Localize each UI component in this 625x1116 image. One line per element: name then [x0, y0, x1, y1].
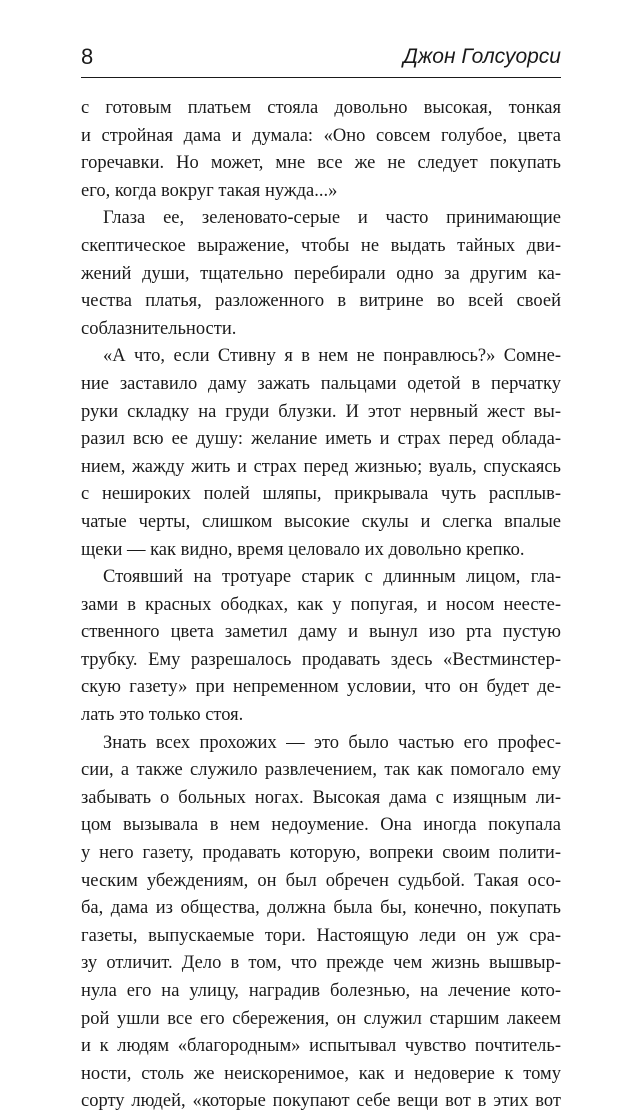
body-text [81, 95, 561, 1116]
text-line: чатые черты, слишком высокие скулы и слегка впалые [81, 511, 561, 532]
text-line: руки складку на груди блузки. И этот нервный жест вы- [81, 401, 561, 422]
header-rule [81, 77, 561, 78]
text-line: газеты, выпускаемые тори. Настоящую леди он уж сра- [81, 925, 561, 946]
text-line: нием, жажду жить и страх перед жизнью; вуаль, спускаясь [81, 456, 561, 477]
page-header [81, 44, 561, 78]
text-line: ственного цвета заметил даму и вынул изо рта пустую [81, 622, 561, 643]
text-line: скую газету» при непременном условии, что он будет де- [81, 677, 561, 698]
text-line: сии, а также служило развлечением, так как помогало ему [81, 760, 561, 781]
text-line: зами в красных ободках, как у попугая, и носом неесте- [81, 594, 561, 615]
text-line: сорту людей, «которые покупают себе вещи вот в этих вот [81, 1091, 561, 1112]
paragraph [81, 95, 561, 205]
text-line: и к людям «благородным» испытывал чувство почтитель- [81, 1036, 561, 1057]
text-line: забывать о больных ногах. Высокая дама с изящным ли- [81, 787, 561, 808]
paragraph [81, 564, 561, 730]
text-line: с готовым платьем стояла довольно высокая, тонкая [81, 98, 561, 118]
text-line: трубку. Ему разрешалось продавать здесь «Вестминстер- [81, 649, 561, 670]
text-line: с нешироких полей шляпы, прикрывала чуть расплыв- [81, 484, 561, 505]
text-line: чества платья, разложенного в витрине во всей своей [81, 291, 561, 312]
text-line: Стоявший на тротуаре старик с длинным лицом, гла- [103, 567, 561, 588]
text-line: у него газету, продавать которую, вопреки своим полити- [81, 843, 561, 864]
text-line: горечавки. Но может, мне все же не следует покупать [81, 153, 561, 174]
text-line: щеки — как видно, время целовало их довольно крепко. [81, 539, 525, 560]
text-line: нула его на улицу, наградив болезнью, на лечение кото- [81, 981, 561, 1001]
text-line: разил всю ее душу: желание иметь и страх перед облада- [81, 429, 561, 450]
text-line: зу отличит. Дело в том, что прежде чем жизнь вышвыр- [81, 953, 561, 974]
page-number: 8 [81, 44, 94, 69]
text-line: лать это только стоя. [81, 705, 244, 726]
text-line: рой ушли все его сбережения, он служил старшим лакеем [81, 1008, 561, 1029]
text-line: Знать всех прохожих — это было частью его профес- [103, 732, 561, 753]
text-line: ние заставило даму зажать пальцами одетой в перчатку [81, 373, 561, 394]
text-line: жений души, тщательно перебирали одно за другим ка- [81, 263, 561, 284]
text-line: ности, столь же неискоренимое, как и недоверие к тому [81, 1063, 561, 1084]
text-line: «А что, если Стивну я в нем не понравлюсь?» Сомне- [103, 346, 561, 367]
text-line: цом вызывала в нем недоумение. Она иногда покупала [81, 815, 561, 836]
text-line: ба, дама из общества, должна была бы, конечно, покупать [81, 898, 561, 919]
text-line: ческим убеждениям, он был обречен судьбой. Такая осо- [81, 870, 561, 891]
text-line: Глаза ее, зеленовато-серые и часто принимающие [103, 208, 561, 229]
text-line: и стройная дама и думала: «Оно совсем голубое, цвета [81, 125, 561, 146]
paragraph [81, 730, 561, 1116]
text-line: скептическое выражение, чтобы не выдать тайных дви- [81, 235, 561, 256]
running-head-author: Джон Голсуорси [403, 45, 561, 68]
text-line: соблазнительности. [81, 318, 237, 339]
paragraph [81, 343, 561, 564]
paragraph [81, 205, 561, 343]
text-line: его, когда вокруг такая нужда...» [81, 180, 338, 201]
